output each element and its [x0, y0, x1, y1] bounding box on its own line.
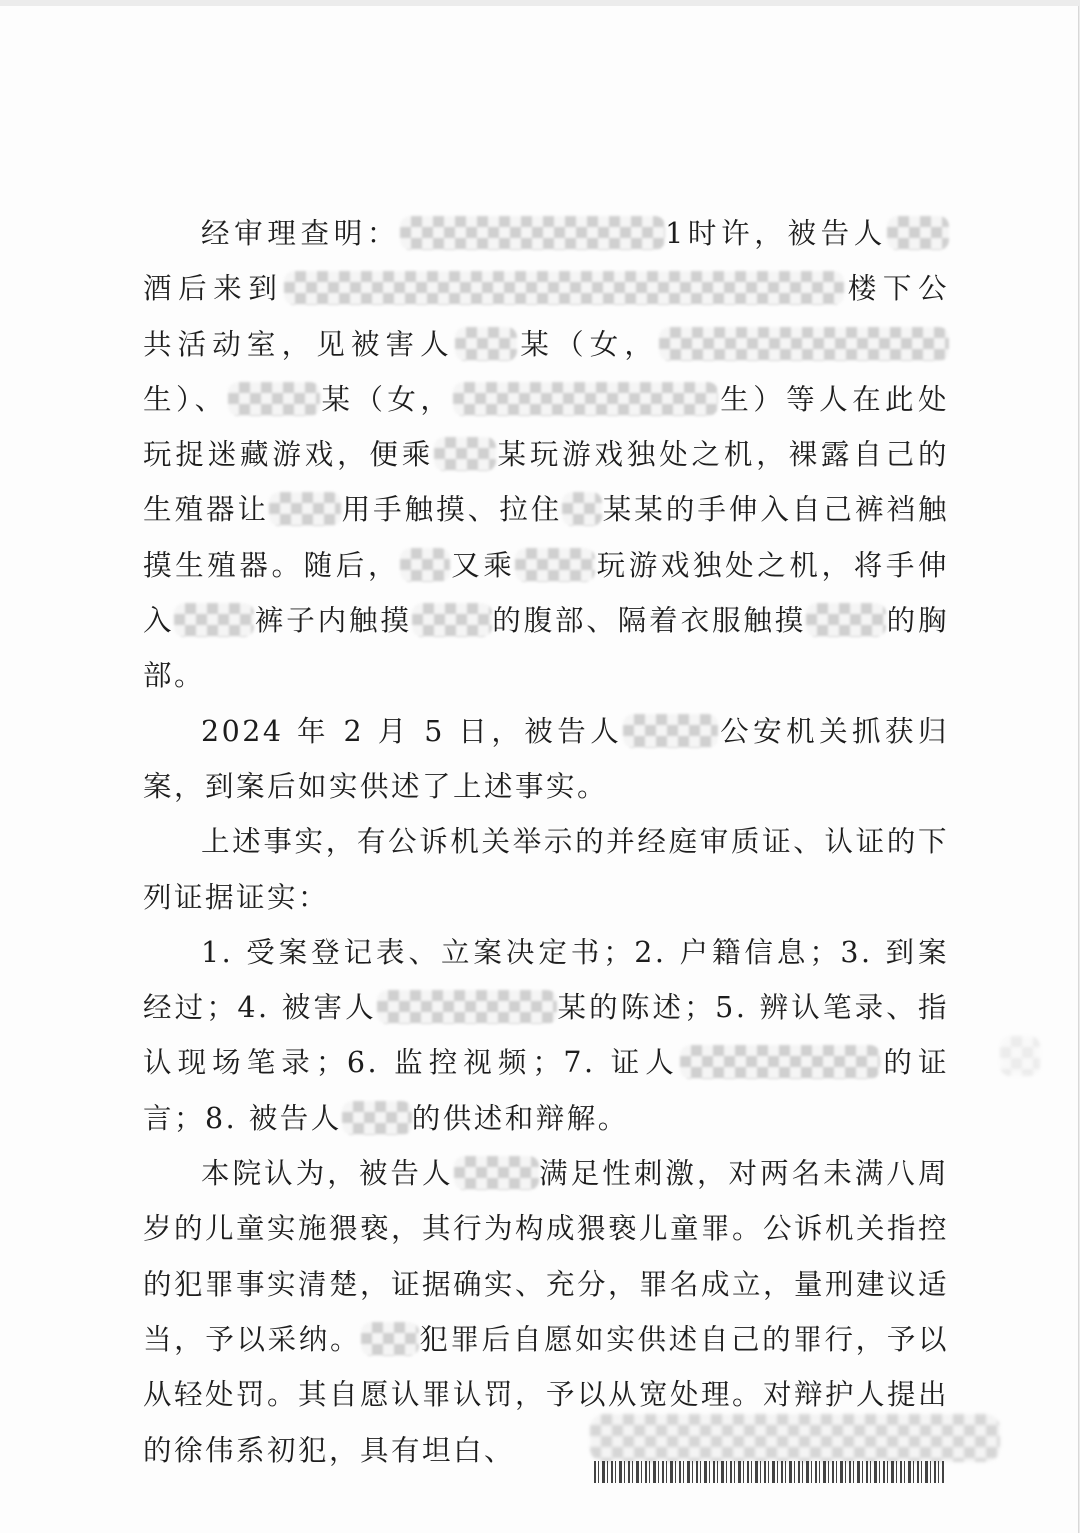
redaction-mask: [342, 1101, 412, 1135]
redaction-mask: [887, 216, 949, 250]
redaction-mask: [400, 216, 665, 250]
text-segment: 用手触摸、拉住: [341, 493, 563, 527]
text-segment: 1. 受案登记表、立案决定书；2. 户籍信息；3. 到案经过；4. 被害人: [143, 935, 949, 1025]
text-segment: 2024 年 2 月 5 日，被告人: [201, 714, 624, 748]
text-segment: 某某的手伸入自己裤裆触摸生殖器。随后，: [143, 493, 949, 582]
redaction-mask: [284, 271, 844, 305]
redaction-mask-margin: [1000, 1036, 1040, 1076]
text-segment: 的供述和辩解。: [411, 1101, 629, 1135]
text-segment: 公安机关抓获归案，到案后如实供述了上述事实。: [143, 714, 949, 803]
redaction-mask: [455, 327, 517, 361]
redaction-mask: [174, 603, 254, 637]
redaction-mask: [269, 492, 341, 526]
redaction-mask: [434, 437, 496, 471]
redaction-mask: [228, 382, 320, 416]
text-segment: 的腹部、隔着衣服触摸: [491, 604, 807, 638]
text-segment: 生）等人在此处玩捉迷藏游戏，便乘: [143, 382, 949, 472]
redaction-mask: [453, 382, 718, 416]
redaction-mask: [680, 1045, 880, 1079]
redaction-mask: [400, 548, 450, 582]
redaction-mask: [659, 327, 949, 361]
redaction-mask: [412, 603, 492, 637]
text-segment: 裤子内触摸: [254, 604, 412, 638]
paragraph: [143, 925, 949, 1146]
redaction-mask-footer: [590, 1414, 1000, 1462]
text-segment: 玩游戏独处之机，将手伸入: [143, 548, 949, 638]
redaction-mask: [454, 1156, 539, 1190]
document-body: [143, 206, 949, 1478]
barcode: [594, 1461, 944, 1483]
text-segment: 的胸部。: [143, 604, 949, 693]
text-segment: 某的陈述；5. 辨认笔录、指认现场笔录；6. 监控视频；7. 证人: [143, 991, 949, 1080]
paragraph: [143, 704, 949, 815]
redaction-mask: [361, 1322, 419, 1356]
text-segment: 的证言；8. 被告人: [143, 1046, 949, 1135]
redaction-mask: [562, 492, 602, 526]
text-segment: 酒后来到: [143, 272, 284, 306]
text-segment: 又乘: [450, 548, 516, 582]
text-segment: 生）、: [143, 382, 228, 416]
paragraph: [143, 814, 949, 925]
text-segment: 某（女，: [516, 327, 659, 361]
text-segment: 本院认为，被告人: [201, 1157, 454, 1191]
text-segment: 上述事实，有公诉机关举示的并经庭审质证、认证的下列证据证实：: [143, 825, 949, 914]
redaction-mask: [806, 603, 886, 637]
text-segment: 某（女，: [319, 382, 454, 416]
text-segment: 1时许，被告人: [665, 217, 887, 250]
text-segment: 经审理查明：: [201, 217, 401, 250]
redaction-mask: [623, 714, 718, 748]
text-segment: 满足性刺激，对两名未满八周岁的儿童实施猥亵，其行为构成猥亵儿童罪。公诉机关指控的犯罪事实清楚，证据确实、充分，罪名成立，量刑建议适当，予以采纳。: [143, 1157, 950, 1356]
text-segment: 楼下公共活动室，见被害人: [143, 272, 949, 361]
paragraph: [143, 206, 949, 704]
text-segment: 某玩游戏独处之机，裸露自己的生殖器让: [143, 438, 949, 527]
text-segment: 犯罪后自愿如实供述自己的罪行，予以从轻处罚。其自愿认罪认罚，予以从宽处理。对辩护人提出的徐伟系初犯，具有坦白、: [143, 1322, 950, 1467]
redaction-mask: [377, 990, 557, 1024]
redaction-mask: [515, 548, 595, 582]
document-page: [0, 6, 1079, 1533]
